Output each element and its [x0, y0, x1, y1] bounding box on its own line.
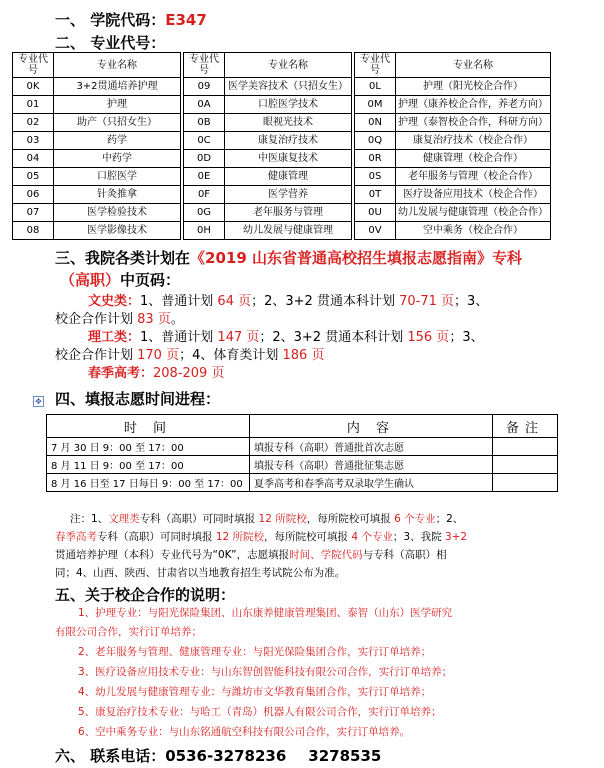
table-row [13, 186, 551, 204]
note-highlight: 春季高考 [55, 531, 97, 543]
major-name-cell: 口腔医学技术 [225, 96, 352, 114]
plan-page-title [55, 247, 522, 268]
major-code-cell: 0S [355, 168, 396, 186]
major-codes-table [12, 52, 551, 240]
major-code-cell: 0R [355, 150, 396, 168]
plan-title-part: 三、我院各类计划在 [55, 249, 191, 267]
table-row [13, 168, 551, 186]
coop-item: 5、康复治疗技术专业：与哈工（青岛）机器人有限公司合作，实行订单培养； [78, 706, 442, 718]
wenshi-text: 校企合作计划 [55, 312, 138, 327]
ligong-page: 156 页 [407, 330, 450, 345]
major-name-cell: 3+2贯通培养护理 [54, 78, 181, 96]
table-row [13, 150, 551, 168]
major-name-cell: 医学美容技术（只招女生） [225, 78, 352, 96]
major-code-cell: 0G [184, 204, 225, 222]
contact-phone: 3278535 [308, 747, 382, 765]
major-code-cell: 03 [13, 132, 54, 150]
name-header: 专业名称 [396, 53, 551, 78]
ligong-text: 1、普通计划 [140, 330, 218, 345]
schedule-content-cell: 夏季高考和春季高考双录取学生确认 [250, 474, 493, 492]
major-code-cell: 0Q [355, 132, 396, 150]
major-code-cell: 07 [13, 204, 54, 222]
major-name-cell: 医学检验技术 [54, 204, 181, 222]
note-line1 [70, 510, 463, 528]
contact-line [55, 745, 381, 766]
major-code-cell: 06 [13, 186, 54, 204]
table-row [13, 114, 551, 132]
table-row [13, 132, 551, 150]
coop-item: 3、医疗设备应用技术专业：与山东智创智能科技有限公司合作，实行订单培养； [78, 666, 453, 678]
major-name-cell: 护理（泰智校企合作，科研方向） [396, 114, 551, 132]
guide-book-title: 《2019 山东省普通高校招生填报志愿指南》专科 [190, 249, 522, 267]
code-header: 专业代号 [13, 53, 54, 78]
major-code-cell: 0C [184, 132, 225, 150]
ligong-text: ；2、3+2 贯通本科计划 [259, 330, 408, 345]
ligong-text: ；4、体育类计划 [179, 348, 283, 363]
schedule-note-cell [493, 474, 558, 492]
college-code-line [55, 9, 207, 30]
spring-page: 208-209 页 [153, 366, 225, 381]
table-row [13, 222, 551, 240]
major-code-cell: 0E [184, 168, 225, 186]
major-code-cell: 0K [13, 78, 54, 96]
major-name-cell: 医学影像技术 [54, 222, 181, 240]
schedule-header-content: 内 容 [250, 415, 493, 438]
major-code-cell: 0M [355, 96, 396, 114]
coop-item: 4、幼儿发展与健康管理专业：与潍坊市文华教育集团合作，实行订单培养； [78, 686, 432, 698]
table-row [13, 204, 551, 222]
major-code-cell: 09 [184, 78, 225, 96]
major-code-cell: 02 [13, 114, 54, 132]
college-code-label: 一、 学院代码： [55, 11, 166, 29]
note-text: 贯通培养护理（本科）专业代号为“0K”，志愿填报 [55, 549, 290, 561]
note-line3 [55, 546, 447, 564]
coop-item: 1、护理专业：与阳光保险集团、山东康养健康管理集团、泰智（山东）医学研究 [78, 607, 453, 619]
major-name-cell: 护理（康养校企合作，养老方向） [396, 96, 551, 114]
note-highlight: 4 个专业 [351, 531, 393, 543]
contact-label: 六、 联系电话： [55, 747, 166, 765]
major-name-cell: 老年服务与管理 [225, 204, 352, 222]
ligong-label: 理工类： [88, 330, 141, 345]
note-text: 与专科（高职）相 [362, 549, 447, 561]
major-name-cell: 护理 [54, 96, 181, 114]
wenshi-text: ；3、 [454, 294, 489, 309]
college-code-value: E347 [165, 11, 207, 29]
major-code-cell: 0L [355, 78, 396, 96]
move-handle-icon[interactable]: ✥ [33, 396, 44, 407]
major-name-cell: 幼儿发展与健康管理（校企合作） [396, 204, 551, 222]
table-row [13, 78, 551, 96]
major-code-cell: 05 [13, 168, 54, 186]
schedule-content-cell: 填报专科（高职）普通批首次志愿 [250, 438, 493, 456]
name-header: 专业名称 [225, 53, 352, 78]
spring-label: 春季高考： [88, 366, 154, 381]
major-name-cell: 中药学 [54, 150, 181, 168]
spring-line [88, 362, 224, 381]
note-text: ；3、我院 [392, 531, 445, 543]
wenshi-text: 1、普通计划 [140, 294, 218, 309]
ligong-page: 170 页 [137, 348, 180, 363]
wenshi-page: 64 页 [217, 294, 252, 309]
contact-phone: 0536-3278236 [165, 747, 287, 765]
major-code-cell: 0U [355, 204, 396, 222]
wenshi-line [88, 290, 488, 309]
major-name-cell: 康复治疗技术 [225, 132, 352, 150]
major-name-cell: 口腔医学 [54, 168, 181, 186]
wenshi-text: ；2、3+2 贯通本科计划 [251, 294, 400, 309]
coop-heading: 五、关于校企合作的说明： [55, 586, 236, 604]
major-code-cell: 0T [355, 186, 396, 204]
ligong-text: 校企合作计划 [55, 348, 138, 363]
note-highlight: 6 个专业 [394, 513, 436, 525]
major-name-cell: 眼视光技术 [225, 114, 352, 132]
wenshi-page: 83 页 [137, 312, 171, 327]
major-name-cell: 助产（只招女生） [54, 114, 181, 132]
note-text: ，每所院校可填报 [264, 531, 352, 543]
name-header: 专业名称 [54, 53, 181, 78]
ligong-page: 186 页 [282, 348, 325, 363]
ligong-text: ；3、 [449, 330, 484, 345]
note-highlight: 3+2 [444, 531, 468, 543]
major-name-cell: 幼儿发展与健康管理 [225, 222, 352, 240]
major-name-cell: 康复治疗技术（校企合作） [396, 132, 551, 150]
schedule-header-note: 备注 [493, 415, 558, 438]
ligong-line [88, 326, 484, 345]
note-highlight: 文理类 [108, 513, 140, 525]
major-name-cell: 针灸推拿 [54, 186, 181, 204]
ligong-line2 [55, 344, 324, 363]
schedule-time-cell: 7 月 30 日 9：00 至 17：00 [47, 438, 250, 456]
note-highlight: 12 所院校 [258, 513, 307, 525]
wenshi-text: 。 [170, 312, 184, 327]
schedule-time-cell: 8 月 11 日 9：00 至 17：00 [47, 456, 250, 474]
wenshi-page: 70-71 页 [399, 294, 455, 309]
major-code-cell: 0D [184, 150, 225, 168]
ligong-page: 147 页 [217, 330, 260, 345]
note-line2 [55, 528, 467, 546]
schedule-header-time: 时 间 [47, 415, 250, 438]
major-code-cell: 08 [13, 222, 54, 240]
schedule-table [46, 414, 558, 492]
schedule-time-cell: 8 月 16 日至 17 日每日 9：00 至 17：00 [47, 474, 250, 492]
plan-title-line2 [60, 269, 180, 290]
major-name-cell: 健康管理（校企合作） [396, 150, 551, 168]
note-text: 专科（高职）可同时填报 [97, 531, 216, 543]
schedule-note-cell [493, 438, 558, 456]
coop-item: 6、空中乘务专业：与山东铭通航空科技有限公司合作，实行订单培养。 [78, 726, 411, 738]
schedule-heading: 四、填报志愿时间进程： [55, 390, 221, 408]
major-name-cell: 医学营养 [225, 186, 352, 204]
major-code-cell: 0F [184, 186, 225, 204]
major-name-cell: 医疗设备应用技术（校企合作） [396, 186, 551, 204]
major-name-cell: 药学 [54, 132, 181, 150]
major-code-cell: 0H [184, 222, 225, 240]
major-code-cell: 0N [355, 114, 396, 132]
wenshi-line2 [55, 308, 184, 327]
table-row [13, 96, 551, 114]
schedule-note-cell [493, 456, 558, 474]
note-highlight: 时间、学院代码 [289, 549, 363, 561]
codes-header-row [13, 53, 551, 78]
code-header: 专业代号 [184, 53, 225, 78]
note-text: 专科（高职）可同时填报 [139, 513, 259, 525]
major-code-cell: 0B [184, 114, 225, 132]
note-text: ；2、 [435, 513, 464, 525]
major-code-heading: 二、 专业代号： [55, 34, 166, 52]
major-code-cell: 0A [184, 96, 225, 114]
major-name-cell: 老年服务与管理（校企合作） [396, 168, 551, 186]
note-text: ，每所院校可填报 [306, 513, 395, 525]
note-highlight: 12 所院校 [215, 531, 265, 543]
plan-title-gaozhi: （高职） [60, 271, 121, 289]
wenshi-label: 文史类： [88, 294, 141, 309]
major-name-cell: 健康管理 [225, 168, 352, 186]
major-code-cell: 04 [13, 150, 54, 168]
coop-item: 2、老年服务与管理、健康管理专业：与阳光保险集团合作，实行订单培养； [78, 646, 432, 658]
major-code-cell: 0V [355, 222, 396, 240]
major-name-cell: 护理（阳光校企合作） [396, 78, 551, 96]
note-line4: 同；4、山西、陕西、甘肃省以当地教育招生考试院公布为准。 [55, 567, 346, 579]
plan-title-suffix: 中页码： [120, 271, 181, 289]
code-header: 专业代号 [355, 53, 396, 78]
schedule-content-cell: 填报专科（高职）普通批征集志愿 [250, 456, 493, 474]
major-code-cell: 01 [13, 96, 54, 114]
coop-item: 有限公司合作，实行订单培养； [55, 626, 202, 638]
note-text: 注：1、 [70, 513, 109, 525]
major-name-cell: 中医康复技术 [225, 150, 352, 168]
major-name-cell: 空中乘务（校企合作） [396, 222, 551, 240]
